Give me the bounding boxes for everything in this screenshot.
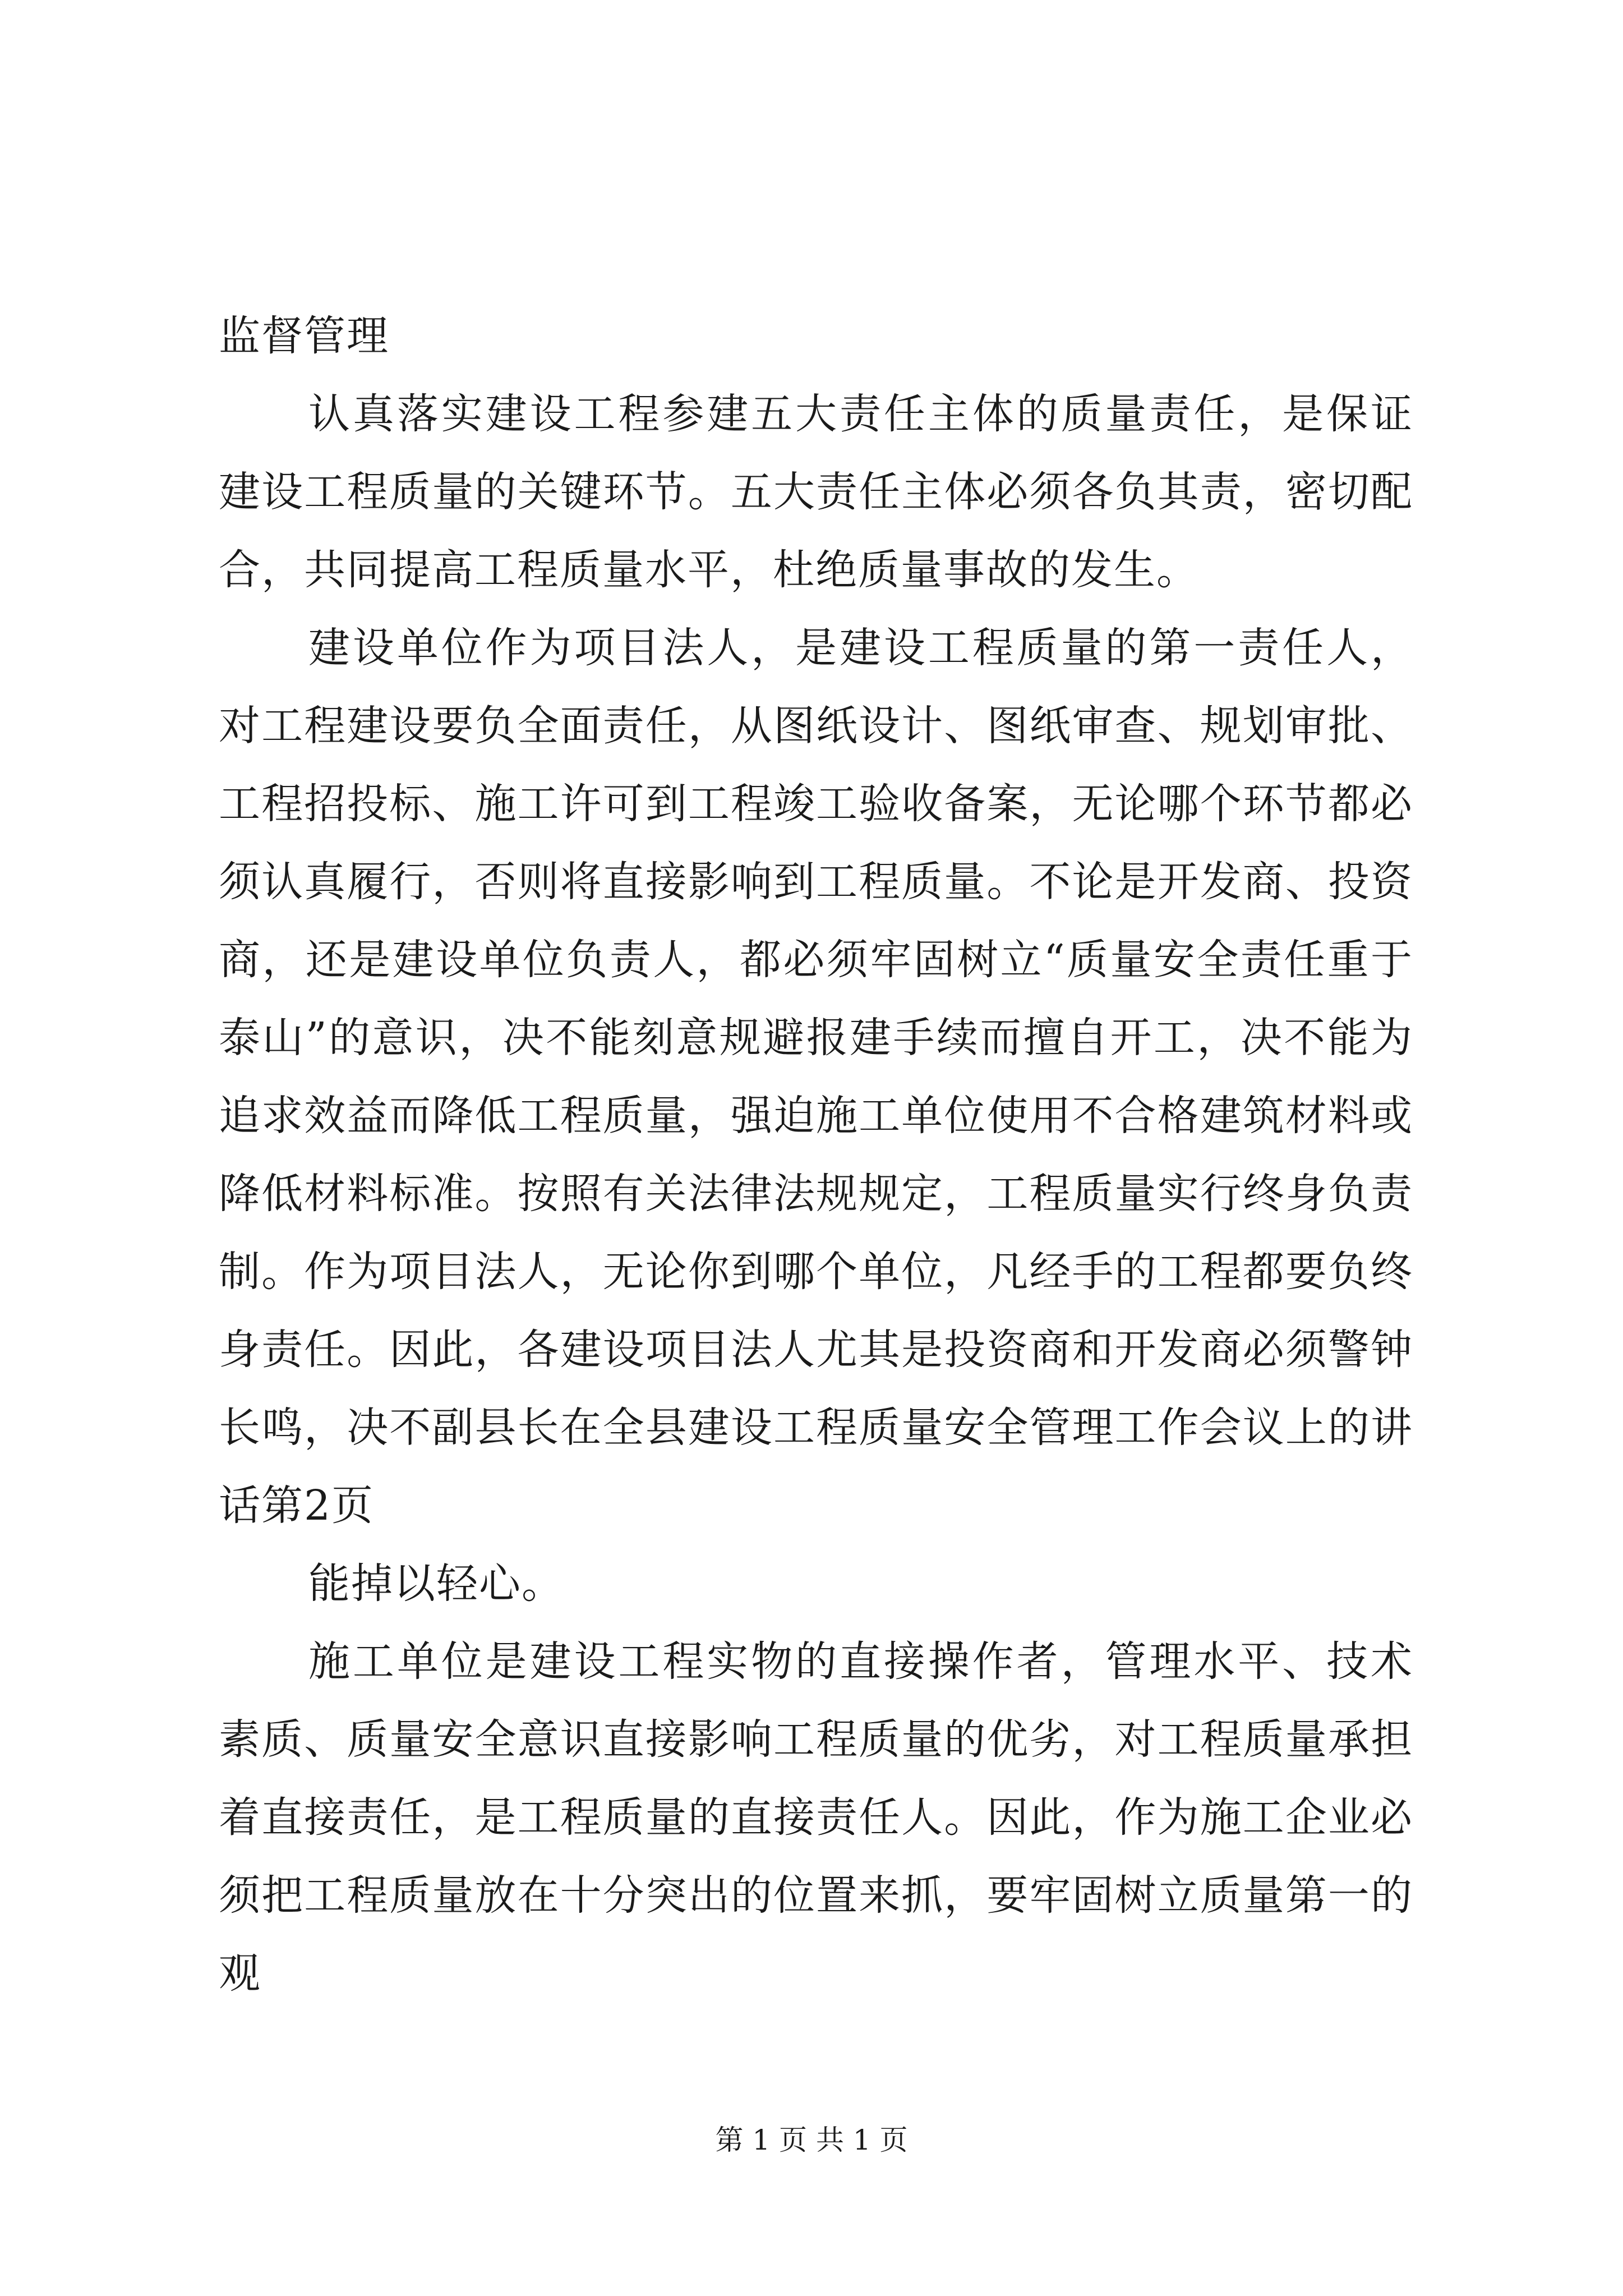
section-heading: 监督管理: [219, 312, 389, 360]
document-body: [219, 297, 1413, 2013]
paragraph-3: 能掉以轻心。: [308, 1559, 564, 1608]
paragraph-4: 施工单位是建设工程实物的直接操作者，管理水平、技术素质、质量安全意识直接影响工程质量的优劣，对工程质量承担着直接责任，是工程质量的直接责任人。因此，作为施工企业必须把工程质量放在十分突出的位置来抓，要牢固树立质量第一的观: [219, 1637, 1413, 1998]
page-footer: 第 1 页 共 1 页: [715, 2124, 908, 2156]
paragraph-1: 认真落实建设工程参建五大责任主体的质量责任，是保证建设工程质量的关键环节。五大责任主体必须各负其责，密切配合，共同提高工程质量水平，杜绝质量事故的发生。: [219, 390, 1413, 594]
paragraph-2: 建设单位作为项目法人，是建设工程质量的第一责任人，对工程建设要负全面责任，从图纸设计、图纸审查、规划审批、工程招投标、施工许可到工程竣工验收备案，无论哪个环节都必须认真履行，否则将直接影响到工程质量。不论是开发商、投资商，还是建设单位负责人，都必须牢固树立“质量安全责任重于泰山”的意识，决不能刻意规避报建手续而擅自开工，决不能为追求效益而降低工程质量，强迫施工单位使用不合格建筑材料或降低材料标准。按照有关法律法规规定，工程质量实行终身负责制。作为项目法人，无论你到哪个单位，凡经手的工程都要负终身责任。因此，各建设项目法人尤其是投资商和开发商必须警钟长鸣，决不副县长在全县建设工程质量安全管理工作会议上的讲话第2页: [219, 624, 1413, 1530]
